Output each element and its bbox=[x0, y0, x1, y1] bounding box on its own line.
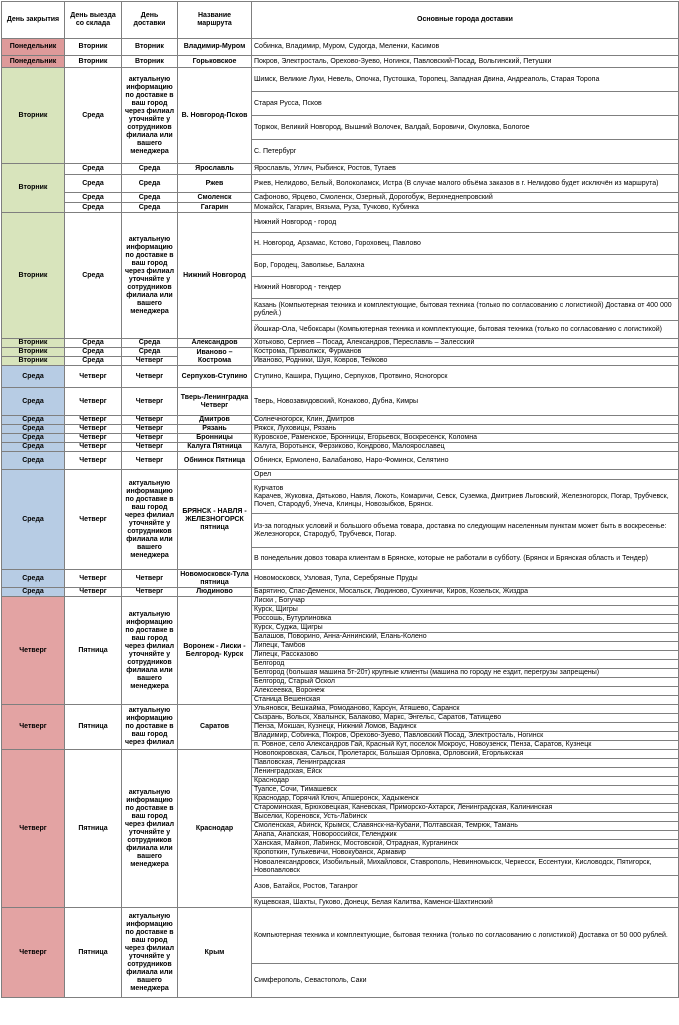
table-row bbox=[2, 366, 679, 388]
cities-cell: Из-за погодных условий и большого объема товара, доставка по следующим населенным пунктам может быть в воскресенье: Железногорск, Стародуб, Трубчевск, Погар. bbox=[252, 514, 679, 548]
cities-cell: Краснодар, Горячий Ключ, Апшеронск, Хадыженск bbox=[252, 795, 679, 804]
depart-day-cell: Вторник bbox=[65, 56, 122, 68]
depart-day-cell: Среда bbox=[65, 68, 122, 164]
table-row bbox=[2, 339, 679, 348]
depart-day-cell: Среда bbox=[65, 357, 122, 366]
cities-cell: Нижний Новгород - тендер bbox=[252, 277, 679, 299]
route-name-cell: Дмитров bbox=[178, 416, 252, 425]
table-row bbox=[2, 705, 679, 714]
table-row bbox=[2, 588, 679, 597]
delivery-day-cell: Четверг bbox=[122, 425, 178, 434]
close-day-cell: Среда bbox=[2, 443, 65, 452]
cities-cell: Сафоново, Ярцево, Смоленск, Озерный, Дорогобуж, Верхнеднепровский bbox=[252, 193, 679, 203]
close-day-cell: Вторник bbox=[2, 357, 65, 366]
cities-cell: Симферополь, Севастополь, Саки bbox=[252, 964, 679, 998]
route-name-cell: Обнинск Пятница bbox=[178, 452, 252, 470]
cities-cell: Азов, Батайск, Ростов, Таганрог bbox=[252, 876, 679, 898]
table-row bbox=[2, 388, 679, 416]
close-day-cell: Вторник bbox=[2, 213, 65, 339]
table-row bbox=[2, 357, 679, 366]
cities-cell: Владимир, Собинка, Покров, Орехово-Зуево, Павловский Посад, Электросталь, Ногинск bbox=[252, 732, 679, 741]
delivery-note-cell: актуальную информацию по доставке в ваш город через филиал уточняйте у сотрудников филиала или вашего менеджера bbox=[122, 750, 178, 908]
delivery-day-cell: Четверг bbox=[122, 416, 178, 425]
depart-day-cell: Четверг bbox=[65, 416, 122, 425]
cities-cell: Пенза, Мокшан, Кузнецк, Нижний Ломов, Вадинск bbox=[252, 723, 679, 732]
cities-cell: Иваново, Родники, Шуя, Ковров, Тейково bbox=[252, 357, 679, 366]
depart-day-cell: Среда bbox=[65, 164, 122, 175]
table-row bbox=[2, 68, 679, 92]
cities-cell: Краснодар bbox=[252, 777, 679, 786]
table-row bbox=[2, 434, 679, 443]
delivery-note-cell: актуальную информацию по доставке в ваш город через филиал уточняйте у сотрудников филиала или вашего менеджера bbox=[122, 213, 178, 339]
cities-cell: Покров, Электросталь, Орехово-Зуево, Ногинск, Павловский-Посад, Вольгинский, Петушки bbox=[252, 56, 679, 68]
close-day-cell: Среда bbox=[2, 452, 65, 470]
cities-cell: Станица Вешенская bbox=[252, 696, 679, 705]
depart-day-cell: Среда bbox=[65, 213, 122, 339]
cities-cell: Кострома, Приволжск, Фурманов bbox=[252, 348, 679, 357]
cities-cell: Н. Новгород, Арзамас, Кстово, Гороховец, Павлово bbox=[252, 233, 679, 255]
table-row bbox=[2, 39, 679, 56]
cities-cell: Курск, Щигры bbox=[252, 606, 679, 615]
close-day-cell: Среда bbox=[2, 366, 65, 388]
cities-cell: Куровское, Раменское, Бронницы, Егорьевск, Воскресенск, Коломна bbox=[252, 434, 679, 443]
close-day-cell: Среда bbox=[2, 434, 65, 443]
depart-day-cell: Четверг bbox=[65, 570, 122, 588]
table-row bbox=[2, 56, 679, 68]
close-day-cell: Понедельник bbox=[2, 39, 65, 56]
depart-day-cell: Среда bbox=[65, 203, 122, 213]
table-row bbox=[2, 348, 679, 357]
cities-cell: Тверь, Новозавидовский, Конаково, Дубна, Кимры bbox=[252, 388, 679, 416]
cities-cell: Казань (Компьютерная техника и комплектующие, бытовая техника (только по согласованию с логистикой) Доставка от 400 000 рублей.) bbox=[252, 299, 679, 321]
cities-cell: Павловская, Ленинградская bbox=[252, 759, 679, 768]
header-close-day: День закрытия bbox=[2, 2, 65, 39]
delivery-day-cell: Среда bbox=[122, 348, 178, 357]
cities-cell: Лиски , Богучар bbox=[252, 597, 679, 606]
delivery-day-cell: Четверг bbox=[122, 443, 178, 452]
depart-day-cell: Вторник bbox=[65, 39, 122, 56]
table-row bbox=[2, 452, 679, 470]
route-name-cell: Краснодар bbox=[178, 750, 252, 908]
depart-day-cell: Пятница bbox=[65, 597, 122, 705]
cities-cell: Курчатов Карачев, Жуковка, Дятьково, Навля, Локоть, Комаричи, Севск, Суземка, Дмитриев Льговский, Железногорск, Погар, Трубчевск, Почеп, Стародуб, Унеча, Клинцы, Новозыбков, Брянск. bbox=[252, 480, 679, 514]
cities-cell: Новомосковск, Узловая, Тула, Серебряные Пруды bbox=[252, 570, 679, 588]
close-day-cell: Среда bbox=[2, 388, 65, 416]
route-name-cell: Ярославль bbox=[178, 164, 252, 175]
depart-day-cell: Четверг bbox=[65, 470, 122, 570]
close-day-cell: Среда bbox=[2, 425, 65, 434]
delivery-day-cell: Четверг bbox=[122, 452, 178, 470]
depart-day-cell: Четверг bbox=[65, 366, 122, 388]
cities-cell: Туапсе, Сочи, Тимашевск bbox=[252, 786, 679, 795]
cities-cell: Ярославль, Углич, Рыбинск, Ростов, Тутаев bbox=[252, 164, 679, 175]
table-row bbox=[2, 193, 679, 203]
delivery-schedule-table bbox=[1, 1, 679, 998]
route-name-cell: Иваново – Кострома bbox=[178, 348, 252, 366]
route-name-cell: Смоленск bbox=[178, 193, 252, 203]
close-day-cell: Четверг bbox=[2, 750, 65, 908]
cities-cell: Ступино, Кашира, Пущино, Серпухов, Протвино, Ясногорск bbox=[252, 366, 679, 388]
depart-day-cell: Пятница bbox=[65, 750, 122, 908]
table-row bbox=[2, 416, 679, 425]
table-row bbox=[2, 750, 679, 759]
route-name-cell: Рязань bbox=[178, 425, 252, 434]
cities-cell: Кропоткин, Гулькевичи, Новокубанск, Армавир bbox=[252, 849, 679, 858]
route-name-cell: Воронеж - Лиски - Белгород- Курск bbox=[178, 597, 252, 705]
cities-cell: Кущевская, Шахты, Гуково, Донецк, Белая Калитва, Каменск-Шахтинский bbox=[252, 898, 679, 908]
route-name-cell: Владимир-Муром bbox=[178, 39, 252, 56]
route-name-cell: Серпухов-Ступино bbox=[178, 366, 252, 388]
close-day-cell: Четверг bbox=[2, 597, 65, 705]
route-name-cell: Крым bbox=[178, 908, 252, 998]
cities-cell: Бор, Городец, Заволжье, Балахна bbox=[252, 255, 679, 277]
cities-cell: Хотьково, Сергиев – Посад, Александров, Переславль – Залесский bbox=[252, 339, 679, 348]
close-day-cell: Понедельник bbox=[2, 56, 65, 68]
table-row bbox=[2, 443, 679, 452]
table-row bbox=[2, 213, 679, 233]
table-row bbox=[2, 203, 679, 213]
table-row bbox=[2, 908, 679, 964]
cities-cell: Калуга, Воротынск, Ферзиково, Кондрово, Малоярославец bbox=[252, 443, 679, 452]
delivery-day-cell: Четверг bbox=[122, 588, 178, 597]
route-name-cell: Тверь-Ленинградка Четверг bbox=[178, 388, 252, 416]
depart-day-cell: Четверг bbox=[65, 443, 122, 452]
delivery-day-cell: Четверг bbox=[122, 366, 178, 388]
cities-cell: Старая Русса, Псков bbox=[252, 92, 679, 116]
table-row bbox=[2, 425, 679, 434]
cities-cell: Белгород bbox=[252, 660, 679, 669]
route-name-cell: В. Новгород-Псков bbox=[178, 68, 252, 164]
cities-cell: Новоалександровск, Изобильный, Михайловск, Ставрополь, Невинномысск, Черкесск, Ессентуки, Кисловодск, Пятигорск, Новопавловск bbox=[252, 858, 679, 876]
close-day-cell: Среда bbox=[2, 416, 65, 425]
cities-cell: Солнечногорск, Клин, Дмитров bbox=[252, 416, 679, 425]
delivery-note-cell: актуальную информацию по доставке в ваш город через филиал bbox=[122, 705, 178, 750]
cities-cell: Смоленская, Абинск, Крымск, Славянск-на-Кубани, Полтавская, Темрюк, Тамань bbox=[252, 822, 679, 831]
cities-cell: Сызрань, Вольск, Хвалынск, Балаково, Маркс, Энгельс, Саратов, Татищево bbox=[252, 714, 679, 723]
cities-cell: Торжок, Великий Новгород, Вышний Волочек, Валдай, Боровичи, Окуловка, Бологое bbox=[252, 116, 679, 140]
delivery-day-cell: Четверг bbox=[122, 388, 178, 416]
cities-cell: Йошкар-Ола, Чебоксары (Компьютерная техника и комплектующие, бытовая техника (только по согласованию с логистикой) bbox=[252, 321, 679, 339]
cities-cell: Балашов, Поворино, Анна-Аннинский, Елань-Колено bbox=[252, 633, 679, 642]
close-day-cell: Четверг bbox=[2, 908, 65, 998]
cities-cell: Ленинградская, Ейск bbox=[252, 768, 679, 777]
cities-cell: Анапа, Анапская, Новороссийск, Геленджик bbox=[252, 831, 679, 840]
depart-day-cell: Четверг bbox=[65, 434, 122, 443]
delivery-day-cell: Четверг bbox=[122, 357, 178, 366]
close-day-cell: Среда bbox=[2, 570, 65, 588]
route-name-cell: Саратов bbox=[178, 705, 252, 750]
header-route-name: Название маршрута bbox=[178, 2, 252, 39]
header-cities: Основные города доставки bbox=[252, 2, 679, 39]
close-day-cell: Вторник bbox=[2, 68, 65, 164]
cities-cell: Ульяновск, Вешкайма, Ромоданово, Карсун, Атяшево, Саранск bbox=[252, 705, 679, 714]
delivery-day-cell: Среда bbox=[122, 175, 178, 193]
cities-cell: Обнинск, Ермолено, Балабаново, Наро-Фоминск, Селятино bbox=[252, 452, 679, 470]
route-name-cell: Калуга Пятница bbox=[178, 443, 252, 452]
header-row bbox=[2, 2, 679, 39]
delivery-day-cell: Среда bbox=[122, 339, 178, 348]
cities-cell: Алексеевка, Воронеж bbox=[252, 687, 679, 696]
cities-cell: Ряжск, Луховицы, Рязань bbox=[252, 425, 679, 434]
depart-day-cell: Среда bbox=[65, 175, 122, 193]
cities-cell: Белгород, Старый Оскол bbox=[252, 678, 679, 687]
delivery-note-cell: актуальную информацию по доставке в ваш город через филиал уточняйте у сотрудников филиала или вашего менеджера bbox=[122, 68, 178, 164]
route-name-cell: БРЯНСК - НАВЛЯ - ЖЕЛЕЗНОГОРСК пятница bbox=[178, 470, 252, 570]
header-delivery-day: День доставки bbox=[122, 2, 178, 39]
cities-cell: Ханская, Майкоп, Лабинск, Мостовской, Отрадная, Курганинск bbox=[252, 840, 679, 849]
table-row bbox=[2, 164, 679, 175]
route-name-cell: Нижний Новгород bbox=[178, 213, 252, 339]
close-day-cell: Вторник bbox=[2, 164, 65, 213]
route-name-cell: Горьковское bbox=[178, 56, 252, 68]
cities-cell: Липецк, Рассказово bbox=[252, 651, 679, 660]
delivery-note-cell: актуальную информацию по доставке в ваш город через филиал уточняйте у сотрудников филиала или вашего менеджера bbox=[122, 908, 178, 998]
cities-cell: Барятино, Спас-Деменск, Мосальск, Людиново, Сухиничи, Киров, Козельск, Жиздра bbox=[252, 588, 679, 597]
delivery-day-cell: Четверг bbox=[122, 434, 178, 443]
cities-cell: Липецк, Тамбов bbox=[252, 642, 679, 651]
cities-cell: Россошь, Бутурлиновка bbox=[252, 615, 679, 624]
header-depart-day: День выезда со склада bbox=[65, 2, 122, 39]
depart-day-cell: Четверг bbox=[65, 425, 122, 434]
delivery-day-cell: Вторник bbox=[122, 56, 178, 68]
depart-day-cell: Среда bbox=[65, 348, 122, 357]
table-row bbox=[2, 570, 679, 588]
close-day-cell: Вторник bbox=[2, 348, 65, 357]
cities-cell: Выселки, Кореновск, Усть-Лабинск bbox=[252, 813, 679, 822]
table-row bbox=[2, 597, 679, 606]
route-name-cell: Ржев bbox=[178, 175, 252, 193]
cities-cell: Новопокровская, Сальск, Пролетарск, Большая Орловка, Орловский, Егорлыкская bbox=[252, 750, 679, 759]
cities-cell: п. Ровное, село Александров Гай, Красный Кут, поселок Мокроус, Новоузенск, Пенза, Саратов, Кузнецк bbox=[252, 741, 679, 750]
close-day-cell: Четверг bbox=[2, 705, 65, 750]
delivery-day-cell: Среда bbox=[122, 203, 178, 213]
route-name-cell: Людиново bbox=[178, 588, 252, 597]
depart-day-cell: Четверг bbox=[65, 452, 122, 470]
route-name-cell: Гагарин bbox=[178, 203, 252, 213]
route-name-cell: Александров bbox=[178, 339, 252, 348]
table-row bbox=[2, 175, 679, 193]
route-name-cell: Бронницы bbox=[178, 434, 252, 443]
route-name-cell: Новомосковск-Тула пятница bbox=[178, 570, 252, 588]
cities-cell: Компьютерная техника и комплектующие, бытовая техника (только по согласованию с логистикой) Доставка от 50 000 рублей. bbox=[252, 908, 679, 964]
cities-cell: Курск, Суджа, Щигры bbox=[252, 624, 679, 633]
cities-cell: С. Петербург bbox=[252, 140, 679, 164]
cities-cell: Можайск, Гагарин, Вязьма, Руза, Тучково, Кубинка bbox=[252, 203, 679, 213]
table-row bbox=[2, 470, 679, 480]
close-day-cell: Среда bbox=[2, 588, 65, 597]
cities-cell: Орел bbox=[252, 470, 679, 480]
delivery-day-cell: Вторник bbox=[122, 39, 178, 56]
close-day-cell: Среда bbox=[2, 470, 65, 570]
delivery-note-cell: актуальную информацию по доставке в ваш город через филиал уточняйте у сотрудников филиала или вашего менеджера bbox=[122, 470, 178, 570]
cities-cell: Белгород (большая машина 5т-20т) крупные клиенты (машина по городу не ездит, перегрузы запрещены) bbox=[252, 669, 679, 678]
cities-cell: Шимск, Великие Луки, Невель, Опочка, Пустошка, Торопец, Западная Двина, Андреаполь, Старая Торопа bbox=[252, 68, 679, 92]
depart-day-cell: Четверг bbox=[65, 388, 122, 416]
cities-cell: Староминская, Брюховецкая, Каневская, Приморско-Ахтарск, Ленинградская, Калининская bbox=[252, 804, 679, 813]
depart-day-cell: Среда bbox=[65, 193, 122, 203]
depart-day-cell: Пятница bbox=[65, 705, 122, 750]
cities-cell: Нижний Новгород - город bbox=[252, 213, 679, 233]
cities-cell: Собинка, Владимир, Муром, Судогда, Меленки, Касимов bbox=[252, 39, 679, 56]
close-day-cell: Вторник bbox=[2, 339, 65, 348]
delivery-note-cell: актуальную информацию по доставке в ваш город через филиал уточняйте у сотрудников филиала или вашего менеджера bbox=[122, 597, 178, 705]
depart-day-cell: Четверг bbox=[65, 588, 122, 597]
delivery-day-cell: Четверг bbox=[122, 570, 178, 588]
delivery-day-cell: Среда bbox=[122, 193, 178, 203]
depart-day-cell: Пятница bbox=[65, 908, 122, 998]
cities-cell: Ржев, Нелидово, Белый, Волоколамск, Истра (В случае малого объёма заказов в г. Нелидово будет исключён из маршрута) bbox=[252, 175, 679, 193]
cities-cell: В понедельник довоз товара клиентам в Брянске, которые не работали в субботу. (Брянск и Брянская область и Тендер) bbox=[252, 548, 679, 570]
delivery-day-cell: Среда bbox=[122, 164, 178, 175]
depart-day-cell: Среда bbox=[65, 339, 122, 348]
